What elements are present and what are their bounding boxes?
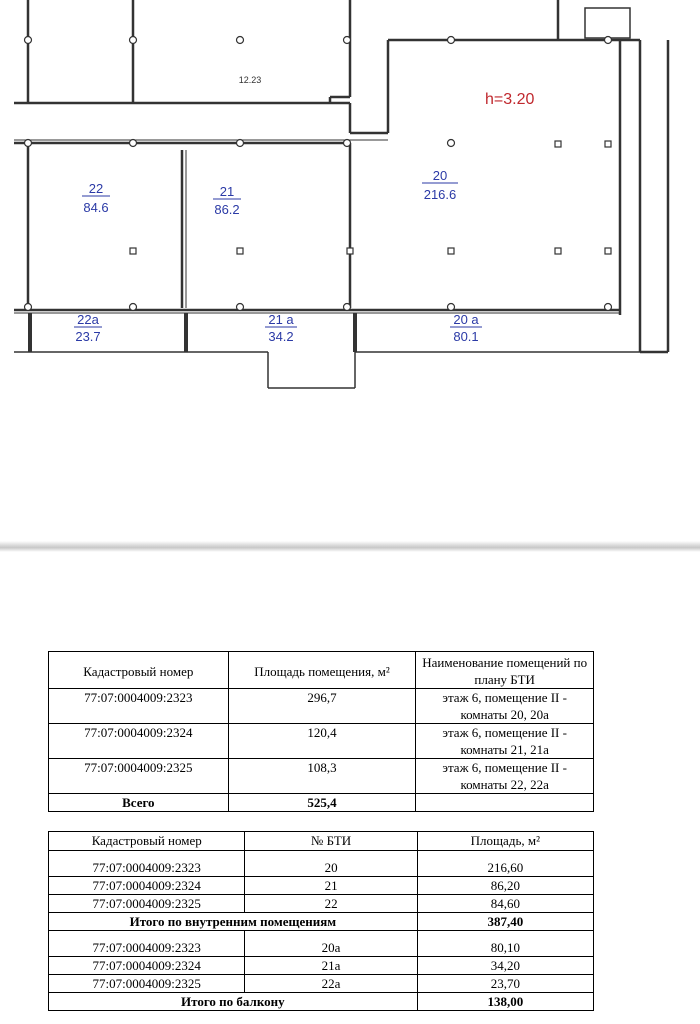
cell-bti: 21 (245, 877, 417, 895)
total-empty-cell (416, 794, 594, 812)
table-row (49, 975, 594, 993)
room-20-number: 20 (432, 168, 448, 183)
table-header-row (49, 652, 594, 689)
table-row (49, 724, 594, 759)
room-20a-area: 80.1 (453, 329, 479, 344)
cell-cadastral: 77:07:0004009:2324 (49, 957, 245, 975)
room-21-number: 21 (219, 184, 235, 199)
cadastral-area-table (48, 651, 594, 812)
cell-area: 120,4 (228, 724, 416, 759)
room-21-area: 86.2 (214, 202, 240, 217)
table-row (49, 895, 594, 913)
room-22a-area: 23.7 (75, 329, 101, 344)
table-row (49, 851, 594, 877)
ceiling-height-label: h=3.20 (485, 91, 535, 108)
cell-area: 23,70 (417, 975, 593, 993)
cell-cadastral: 77:07:0004009:2324 (49, 877, 245, 895)
header-bti-name: Наименование помещений по плану БТИ (416, 652, 594, 689)
table-header-row (49, 832, 594, 851)
cell-area: 296,7 (228, 689, 416, 724)
page-separator (0, 541, 700, 552)
floor-plan (0, 0, 700, 400)
room-21a-number: 21 a (268, 312, 294, 327)
cell-bti: 20а (245, 931, 417, 957)
header-cadastral: Кадастровый номер (49, 652, 229, 689)
total-value: 525,4 (228, 794, 416, 812)
cell-cadastral: 77:07:0004009:2323 (49, 851, 245, 877)
table-row (49, 931, 594, 957)
cell-name: этаж 6, помещение II - комнаты 21, 21а (416, 724, 594, 759)
total-label: Всего (49, 794, 229, 812)
cell-bti: 20 (245, 851, 417, 877)
header-cadastral: Кадастровый номер (49, 832, 245, 851)
cell-area: 34,20 (417, 957, 593, 975)
total-row (49, 794, 594, 812)
balcony-total-value: 138,00 (417, 993, 593, 1011)
header-area: Площадь помещения, м² (228, 652, 416, 689)
cell-bti: 22а (245, 975, 417, 993)
cell-cadastral: 77:07:0004009:2324 (49, 724, 229, 759)
cell-area: 216,60 (417, 851, 593, 877)
inner-total-value: 387,40 (417, 913, 593, 931)
cell-area: 86,20 (417, 877, 593, 895)
balcony-total-label: Итого по балкону (49, 993, 418, 1011)
table-row (49, 759, 594, 794)
inner-total-row (49, 913, 594, 931)
header-bti: № БТИ (245, 832, 417, 851)
inner-total-label: Итого по внутренним помещениям (49, 913, 418, 931)
header-area: Площадь, м² (417, 832, 593, 851)
table-row (49, 877, 594, 895)
cell-area: 108,3 (228, 759, 416, 794)
room-22-number: 22 (88, 181, 104, 196)
cell-area: 84,60 (417, 895, 593, 913)
cell-cadastral: 77:07:0004009:2323 (49, 931, 245, 957)
cell-cadastral: 77:07:0004009:2325 (49, 895, 245, 913)
cell-cadastral: 77:07:0004009:2325 (49, 759, 229, 794)
cell-name: этаж 6, помещение II - комнаты 20, 20а (416, 689, 594, 724)
bti-area-table (48, 831, 594, 1011)
cell-area: 80,10 (417, 931, 593, 957)
cell-cadastral: 77:07:0004009:2325 (49, 975, 245, 993)
room-20a-number: 20 a (453, 312, 479, 327)
cell-bti: 22 (245, 895, 417, 913)
balcony-total-row (49, 993, 594, 1011)
cell-cadastral: 77:07:0004009:2323 (49, 689, 229, 724)
cell-name: этаж 6, помещение II - комнаты 22, 22а (416, 759, 594, 794)
room-21a-area: 34.2 (268, 329, 294, 344)
cell-bti: 21а (245, 957, 417, 975)
room-22a-number: 22a (77, 312, 99, 327)
room-label-top: 12.23 (238, 75, 262, 85)
room-20-area: 216.6 (423, 187, 457, 202)
table-row (49, 689, 594, 724)
room-22-area: 84.6 (83, 200, 109, 215)
table-row (49, 957, 594, 975)
